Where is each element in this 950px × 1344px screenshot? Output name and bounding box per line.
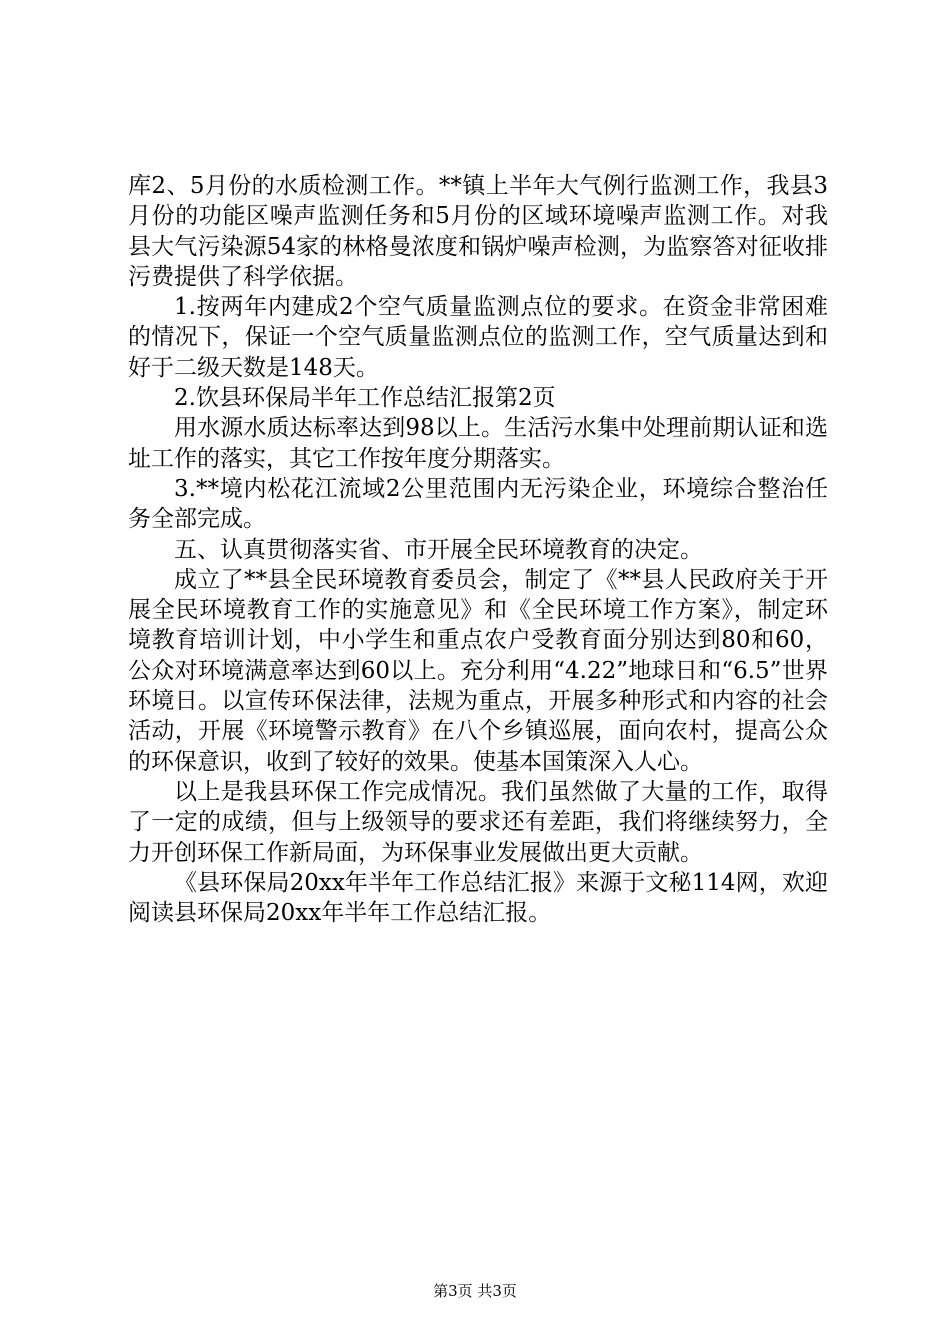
- paragraph-5: 3.**境内松花江流域2公里范围内无污染企业，环境综合整治任务全部完成。: [128, 475, 828, 533]
- paragraph-3: 2.饮县环保局半年工作总结汇报第2页: [174, 385, 556, 412]
- paragraph-6: 五、认真贯彻落实省、市开展全民环境教育的决定。: [174, 536, 703, 563]
- paragraph-7: 成立了**县全民环境教育委员会，制定了《**县人民政府关于开展全民环境教育工作的实施意见》和《全民环境工作方案》，制定环境教育培训计划，中小学生和重点农户受教育面分别达到80和60，公众对环境满意率达到60以上。充分利用“4.22”地球日和“6.5”世界环境日。以宣传环保法律，法规为重点，开展多种形式和内容的社会活动，开展《环境警示教育》在八个乡镇巡展，面向农村，提高公众的环保意识，收到了较好的效果。使基本国策深入人心。: [128, 566, 828, 775]
- page-footer: [0, 1281, 950, 1301]
- document-body: [128, 171, 828, 928]
- paragraph-8: 以上是我县环保工作完成情况。我们虽然做了大量的工作，取得了一定的成绩，但与上级领导的要求还有差距，我们将继续努力，全力开创环保工作新局面，为环保事业发展做出更大贡献。: [128, 778, 828, 866]
- page-number-indicator: 第3页 共3页: [433, 1282, 517, 1300]
- paragraph-2: 1.按两年内建成2个空气质量监测点位的要求。在资金非常困难的情况下，保证一个空气质量监测点位的监测工作，空气质量达到和好于二级天数是148天。: [128, 294, 828, 381]
- paragraph-1: 库2、5月份的水质检测工作。**镇上半年大气例行监测工作，我县3月份的功能区噪声监测任务和5月份的区域环境噪声监测工作。对我县大气污染源54家的林格曼浓度和锅炉噪声检测，为监察答对征收排污费提供了科学依据。: [128, 173, 828, 290]
- paragraph-4: 用水源水质达标率达到98以上。生活污水集中处理前期认证和选址工作的落实，其它工作按年度分期落实。: [128, 415, 828, 472]
- paragraph-9: 《县环保局20xx年半年工作总结汇报》来源于文秘114网，欢迎阅读县环保局20xx年半年工作总结汇报。: [128, 869, 828, 927]
